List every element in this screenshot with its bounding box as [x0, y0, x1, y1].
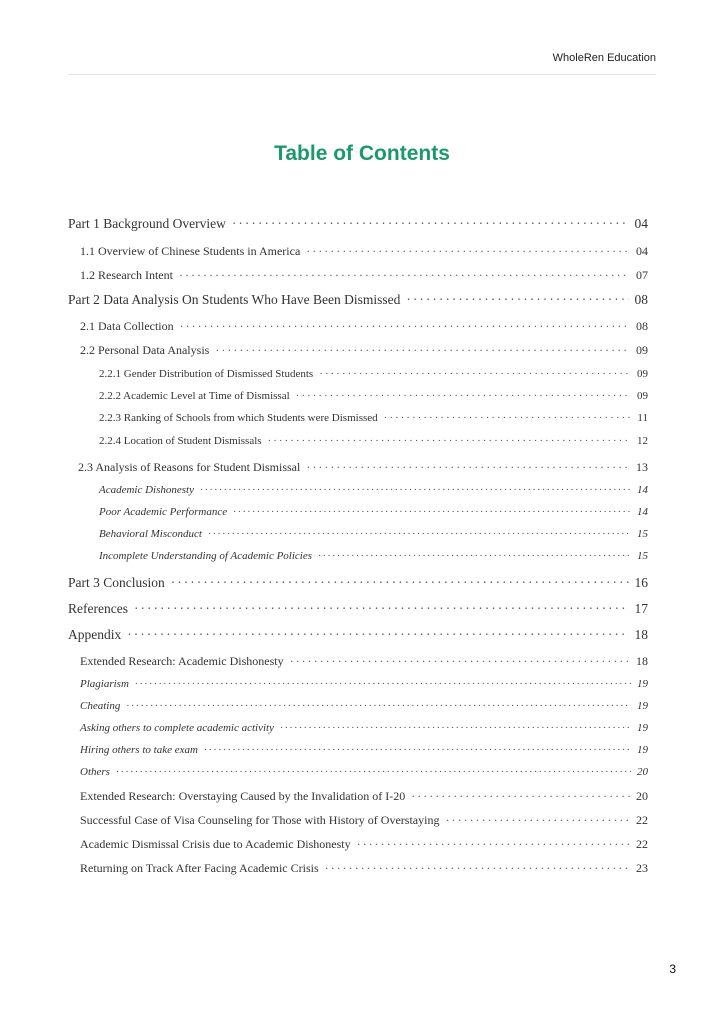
toc-entry[interactable] [99, 550, 648, 562]
toc-entry[interactable] [80, 861, 648, 876]
toc-entry[interactable] [78, 460, 648, 475]
toc-entry[interactable] [68, 292, 648, 308]
toc-entry[interactable] [80, 722, 648, 734]
page-number: 3 [669, 962, 676, 976]
toc-entry-page: 19 [637, 678, 648, 690]
toc-entry[interactable] [80, 813, 648, 828]
toc-entry[interactable] [99, 412, 648, 424]
toc-entry-label: Asking others to complete academic activity [80, 722, 274, 734]
toc-entry-label: 2.3 Analysis of Reasons for Student Dismissal [78, 460, 301, 474]
toc-entry-page: 23 [636, 861, 648, 875]
dot-leader [200, 484, 631, 496]
toc-entry-page: 20 [637, 766, 648, 778]
toc-entry-label: 1.1 Overview of Chinese Students in America [80, 244, 301, 258]
toc-entry-page: 20 [636, 789, 648, 803]
toc-entry-page: 09 [636, 343, 648, 357]
toc-entry-label: Hiring others to take exam [80, 744, 198, 756]
toc-entry-page: 15 [637, 528, 648, 540]
dot-leader [445, 813, 630, 828]
page-title: Table of Contents [274, 142, 450, 165]
toc-entry-label: 2.1 Data Collection [80, 319, 174, 333]
dot-leader [126, 700, 631, 712]
toc-entry-page: 14 [637, 506, 648, 518]
dot-leader [180, 319, 630, 334]
header-divider [68, 74, 656, 75]
toc-entry-page: 12 [637, 435, 648, 447]
toc-entry-page: 22 [636, 837, 648, 851]
toc-entry-label: Part 1 Background Overview [68, 216, 226, 231]
dot-leader [319, 368, 631, 380]
dot-leader [135, 678, 631, 690]
toc-entry-page: 16 [634, 575, 648, 590]
toc-entry-page: 09 [637, 390, 648, 402]
dot-leader [280, 722, 631, 734]
toc-entry-label: Extended Research: Academic Dishonesty [80, 654, 284, 668]
toc-entry-label: Academic Dismissal Crisis due to Academic Dishonesty [80, 837, 351, 851]
toc-entry[interactable] [68, 627, 648, 643]
dot-leader [290, 654, 630, 669]
toc-entry-label: 2.2.4 Location of Student Dismissals [99, 435, 262, 447]
dot-leader [411, 789, 630, 804]
toc-entry-page: 04 [636, 244, 648, 258]
toc-entry-page: 07 [636, 268, 648, 282]
toc-entry-label: Incomplete Understanding of Academic Policies [99, 550, 313, 562]
toc-entry[interactable] [80, 654, 648, 669]
toc-entry-page: 11 [637, 412, 648, 424]
toc-entry[interactable] [99, 506, 648, 518]
dot-leader [179, 268, 630, 283]
dot-leader [318, 550, 631, 562]
toc-entry-page: 14 [637, 484, 648, 496]
dot-leader [127, 627, 628, 643]
dot-leader [233, 506, 631, 518]
toc-entry-label: Plagiarism [80, 678, 129, 690]
toc-entry-label: Successful Case of Visa Counseling for Those with History of Overstaying [80, 813, 440, 827]
dot-leader [268, 435, 631, 447]
toc-entry-page: 04 [634, 216, 648, 231]
toc-entry[interactable] [68, 575, 648, 591]
toc-entry-label: Appendix [68, 627, 122, 642]
toc-entry[interactable] [68, 216, 648, 232]
toc-entry-page: 15 [637, 550, 648, 562]
toc-entry-page: 17 [634, 601, 648, 616]
dot-leader [325, 861, 630, 876]
dot-leader [232, 216, 629, 232]
toc-entry[interactable] [80, 700, 648, 712]
toc-entry-label: Returning on Track After Facing Academic Crisis [80, 861, 319, 875]
toc-entry-label: 1.2 Research Intent [80, 268, 173, 282]
dot-leader [296, 390, 631, 402]
dot-leader [134, 601, 629, 617]
dot-leader [208, 528, 631, 540]
toc-entry-label: Extended Research: Overstaying Caused by the Invalidation of I-20 [80, 789, 406, 803]
toc-entry-label: Poor Academic Performance [99, 506, 228, 518]
toc-entry[interactable] [99, 528, 648, 540]
toc-entry-page: 19 [637, 700, 648, 712]
toc-entry[interactable] [80, 268, 648, 283]
toc-entry[interactable] [80, 343, 648, 358]
toc-entry[interactable] [80, 244, 648, 259]
toc-entry-label: 2.2.1 Gender Distribution of Dismissed Students [99, 368, 314, 380]
toc-entry-label: Cheating [80, 700, 121, 712]
toc-entry-page: 18 [634, 627, 648, 642]
toc-entry-page: 19 [637, 722, 648, 734]
toc-entry-label: 2.2 Personal Data Analysis [80, 343, 210, 357]
dot-leader [406, 292, 628, 308]
toc-entry[interactable] [99, 368, 648, 380]
dot-leader [171, 575, 629, 591]
dot-leader [204, 744, 631, 756]
toc-entry-label: Others [80, 766, 110, 778]
toc-entry-label: 2.2.3 Ranking of Schools from which Students were Dismissed [99, 412, 378, 424]
toc-entry-label: Behavioral Misconduct [99, 528, 202, 540]
toc-entry-page: 08 [636, 319, 648, 333]
toc-entry-label: Part 3 Conclusion [68, 575, 165, 590]
dot-leader [384, 412, 632, 424]
toc-entry-label: Part 2 Data Analysis On Students Who Have Been Dismissed [68, 292, 401, 307]
dot-leader [215, 343, 630, 358]
toc-entry-label: Academic Dishonesty [99, 484, 194, 496]
toc-entry-label: References [68, 601, 128, 616]
toc-entry-page: 19 [637, 744, 648, 756]
toc-entry[interactable] [99, 435, 648, 447]
toc-entry-page: 13 [636, 460, 648, 474]
toc-entry[interactable] [80, 837, 648, 852]
toc-entry-page: 08 [634, 292, 648, 307]
dot-leader [306, 460, 630, 475]
toc-entry[interactable] [80, 319, 648, 334]
toc-entry[interactable] [80, 744, 648, 756]
toc-entry-page: 18 [636, 654, 648, 668]
toc-entry[interactable] [99, 484, 648, 496]
toc-entry-page: 22 [636, 813, 648, 827]
toc-entry[interactable] [80, 766, 648, 778]
toc-entry-label: 2.2.2 Academic Level at Time of Dismissal [99, 390, 290, 402]
dot-leader [357, 837, 630, 852]
toc-entry[interactable] [68, 601, 648, 617]
header-brand: WholeRen Education [552, 52, 656, 64]
toc-entry[interactable] [80, 678, 648, 690]
dot-leader [306, 244, 630, 259]
toc-entry[interactable] [80, 789, 648, 804]
dot-leader [116, 766, 631, 778]
toc-entry-page: 09 [637, 368, 648, 380]
toc-entry[interactable] [99, 390, 648, 402]
